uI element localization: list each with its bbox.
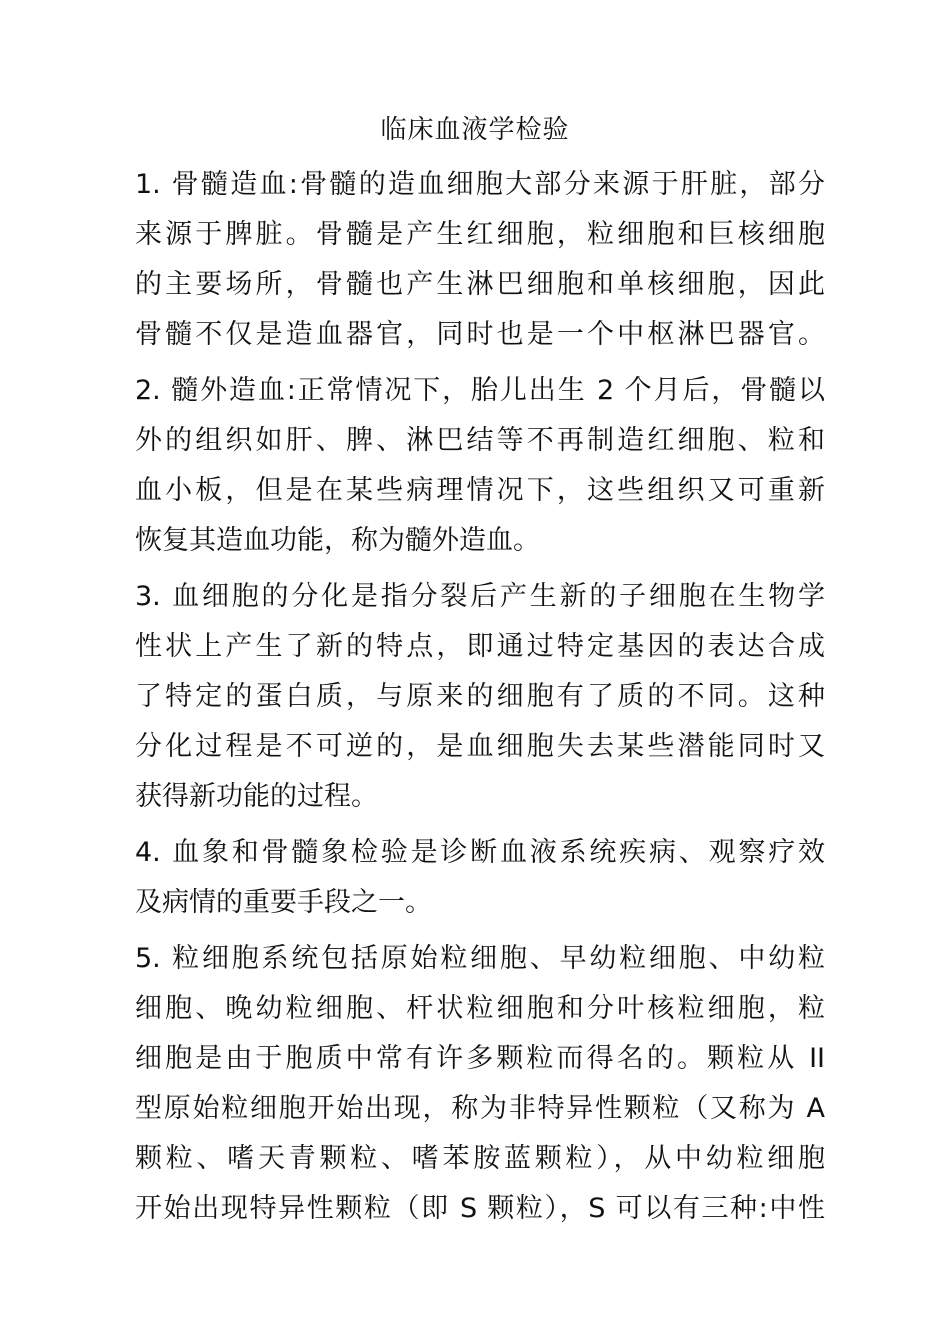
text-line: 4. 血象和骨髓象检验是诊断血液系统疾病、观察疗效 [135,837,825,868]
text-line: 恢复其造血功能，称为髓外造血。 [135,525,540,556]
document-title: 临床血液学检验 [380,115,570,145]
text-line: 了特定的蛋白质，与原来的细胞有了质的不同。这种 [135,681,825,712]
text-line: 血小板，但是在某些病理情况下，这些组织又可重新 [135,475,825,506]
text-line: 细胞是由于胞质中常有许多颗粒而得名的。颗粒从 II [135,1043,825,1074]
paragraph-1 [135,160,825,360]
text-line: 3. 血细胞的分化是指分裂后产生新的子细胞在生物学 [135,581,825,612]
paragraph-3 [135,572,825,822]
text-line: 外的组织如肝、脾、淋巴结等不再制造红细胞、粒和 [135,425,825,456]
text-line: 开始出现特异性颗粒（即 S 颗粒），S 可以有三种:中性 [135,1193,825,1224]
text-line: 型原始粒细胞开始出现，称为非特异性颗粒（又称为 A [135,1093,825,1124]
document-body [135,160,825,1240]
paragraph-2 [135,366,825,566]
text-line: 获得新功能的过程。 [135,781,378,812]
text-line: 分化过程是不可逆的，是血细胞失去某些潜能同时又 [135,731,825,762]
text-line: 5. 粒细胞系统包括原始粒细胞、早幼粒细胞、中幼粒 [135,943,825,974]
text-line: 及病情的重要手段之一。 [135,887,432,918]
text-line: 2. 髓外造血:正常情况下，胎儿出生 2 个月后，骨髓以 [135,375,825,406]
text-line: 细胞、晚幼粒细胞、杆状粒细胞和分叶核粒细胞，粒 [135,993,825,1024]
text-line: 1. 骨髓造血:骨髓的造血细胞大部分来源于肝脏，部分 [135,169,825,200]
text-line: 来源于脾脏。骨髓是产生红细胞，粒细胞和巨核细胞 [135,219,825,250]
text-line: 性状上产生了新的特点，即通过特定基因的表达合成 [135,631,825,662]
paragraph-5 [135,934,825,1234]
text-line: 骨髓不仅是造血器官，同时也是一个中枢淋巴器官。 [135,319,825,350]
text-line: 的主要场所，骨髓也产生淋巴细胞和单核细胞，因此 [135,269,825,300]
text-line: 颗粒、嗜天青颗粒、嗜苯胺蓝颗粒），从中幼粒细胞 [135,1143,825,1174]
paragraph-4 [135,828,825,928]
